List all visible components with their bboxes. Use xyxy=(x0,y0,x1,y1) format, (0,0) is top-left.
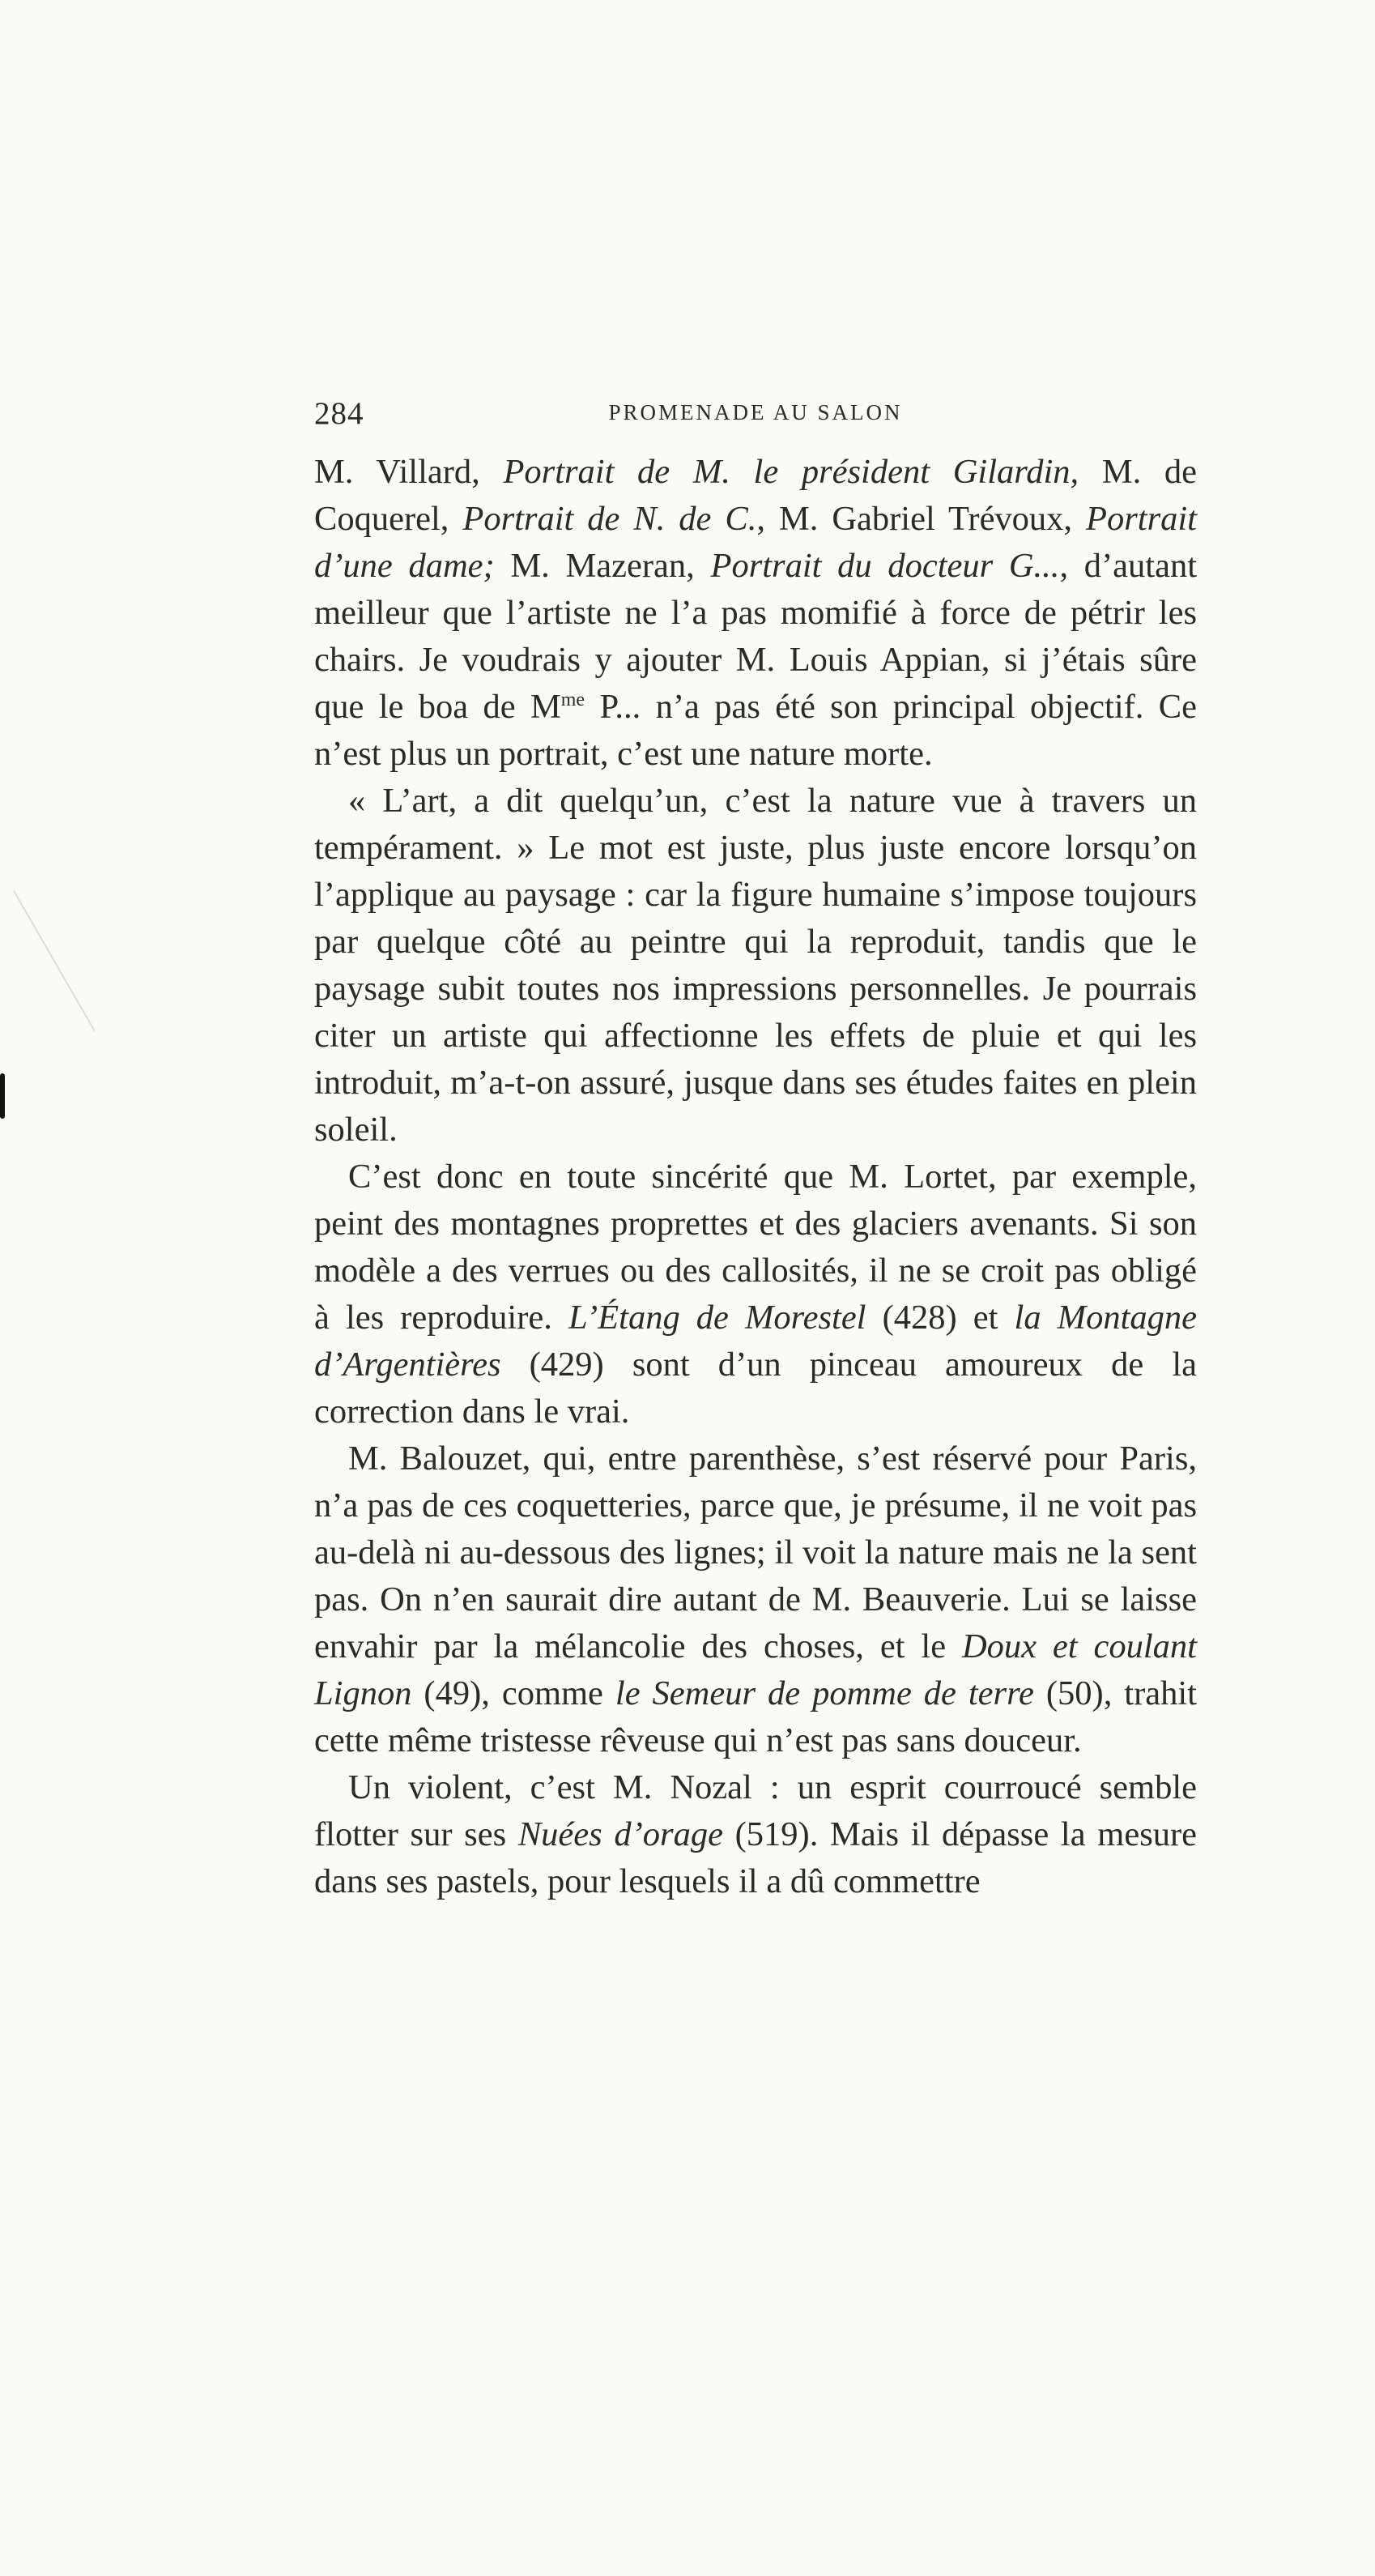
paragraph-nozal xyxy=(314,1764,1197,1905)
page-number: 284 xyxy=(314,396,364,431)
artwork-title: Portrait de M. le président Gilardin, xyxy=(503,453,1079,491)
scanned-book-page xyxy=(314,389,1197,1905)
superscript-me: me xyxy=(560,689,585,710)
text-fragment: (428) et xyxy=(866,1299,1015,1337)
text-fragment: (429) sont d’un pinceau amoureux de la correction dans le vrai. xyxy=(314,1346,1197,1431)
running-title: PROMENADE AU SALON xyxy=(608,400,903,424)
paragraph-lortet xyxy=(314,1154,1197,1435)
artwork-title: Portrait du docteur G... xyxy=(710,547,1060,585)
text-fragment: C’est donc en toute sincérité que M. Lortet, par exemple, peint des montagnes proprettes et des glaciers avenants. Si son modèle a des verrues ou des callosités, il ne se croit pas obligé à les reproduire. xyxy=(314,1158,1197,1337)
scan-artifact-line xyxy=(13,890,96,1031)
artwork-title: Doux et coulant Lignon xyxy=(314,1627,1197,1712)
scan-edge-mark xyxy=(0,1073,5,1119)
artwork-title: Portrait d’une dame; xyxy=(314,500,1197,585)
text-fragment: « L’art, a dit quelqu’un, c’est la nature vue à travers un tempérament. » Le mot est juste, plus juste encore lorsqu’on l’applique au paysage : car la figure humaine s’impose toujours par quelque côté au peintre qui la reproduit, tandis que le paysage subit toutes nos impressions personnelles. Je pourrais citer un artiste qui affectionne les effets de pluie et qui les introduit, m’a-t-on assuré, jusque dans ses études faites en plein soleil. xyxy=(314,782,1197,1149)
artwork-title: Nuées d’orage xyxy=(517,1815,723,1853)
text-fragment: M. Mazeran, xyxy=(494,547,711,585)
text-fragment: (519). Mais il dépasse la mesure dans ses pastels, pour lesquels il a dû commettre xyxy=(314,1815,1197,1900)
text-fragment: M. de Coquerel, xyxy=(314,453,1198,538)
artwork-title: L’Étang de Morestel xyxy=(568,1299,866,1337)
text-fragment: (50), trahit cette même tristesse rêveuse qui n’est pas sans douceur. xyxy=(314,1674,1197,1759)
running-head xyxy=(314,389,1197,437)
artwork-title: Portrait de N. de C. xyxy=(462,500,757,538)
text-fragment: Un violent, c’est M. Nozal : un esprit courroucé semble flotter sur ses xyxy=(314,1768,1197,1853)
text-fragment: M. Balouzet, qui, entre parenthèse, s’est réservé pour Paris, n’a pas de ces coquetteries, parce que, je présume, il ne voit pas au-delà ni au-dessous des lignes; il voit la nature mais ne la sent pas. On n’en saurait dire autant de M. Beauverie. Lui se laisse envahir par la mélancolie des choses, et le xyxy=(314,1439,1197,1665)
text-fragment: , d’autant meilleur que l’artiste ne l’a pas momifié à force de pétrir les chairs. Je voudrais y ajouter M. Louis Appian, si j’étais sûre que le boa de M xyxy=(314,547,1198,726)
text-fragment: (49), comme xyxy=(411,1674,615,1712)
artwork-title: le Semeur de pomme de terre xyxy=(615,1674,1034,1712)
paragraph-portraits xyxy=(314,449,1197,778)
text-fragment: P... n’a pas été son principal objectif. Ce n’est plus un portrait, c’est une nature morte. xyxy=(314,688,1197,773)
paragraph-art-temperament xyxy=(314,778,1197,1154)
text-fragment: M. Villard, xyxy=(314,453,504,491)
body-text xyxy=(314,449,1197,1905)
text-fragment: , M. Gabriel Trévoux, xyxy=(756,500,1087,538)
artwork-title: la Montagne d’Argentières xyxy=(314,1299,1197,1384)
paragraph-balouzet-beauverie xyxy=(314,1435,1197,1764)
